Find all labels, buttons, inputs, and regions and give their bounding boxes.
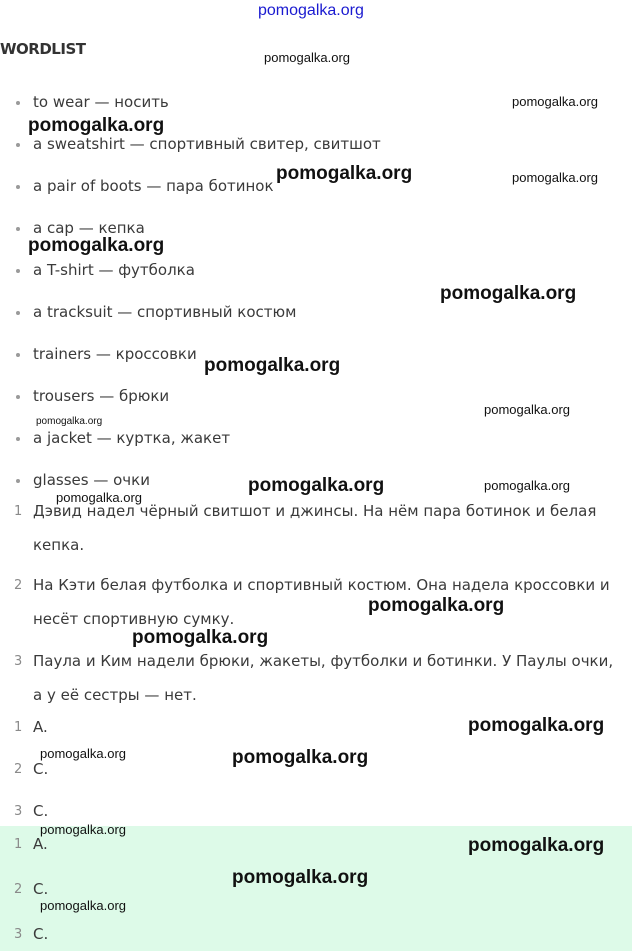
watermark: pomogalka.org	[368, 595, 505, 616]
wordlist-item: glasses — очки	[33, 471, 150, 489]
answer-value: A.	[33, 718, 48, 736]
bullet-icon	[16, 143, 20, 147]
watermark-top: pomogalka.org	[258, 2, 364, 19]
paragraph-number: 1	[14, 504, 23, 519]
watermark: pomogalka.org	[512, 170, 598, 185]
bullet-icon	[16, 101, 20, 105]
bullet-icon	[16, 227, 20, 231]
answer-number: 2	[14, 882, 23, 897]
answer-value: C.	[33, 760, 49, 778]
bullet-icon	[16, 269, 20, 273]
wordlist-item: trainers — кроссовки	[33, 345, 197, 363]
wordlist-item: a jacket — куртка, жакет	[33, 429, 231, 447]
wordlist-item: a T-shirt — футболка	[33, 261, 195, 279]
translation-paragraph: Дэвид надел чёрный свитшот и джинсы. На нём пара ботинок и белая кепка.	[33, 502, 597, 554]
watermark: pomogalka.org	[40, 898, 126, 913]
wordlist-item: a tracksuit — спортивный костюм	[33, 303, 297, 321]
watermark: pomogalka.org	[484, 402, 570, 417]
watermark: pomogalka.org	[56, 490, 142, 505]
answer-value: C.	[33, 880, 49, 898]
answer-value: C.	[33, 802, 49, 820]
watermark: pomogalka.org	[40, 746, 126, 761]
answer-number: 1	[14, 720, 23, 735]
watermark: pomogalka.org	[204, 355, 341, 376]
watermark: pomogalka.org	[468, 715, 605, 736]
watermark: pomogalka.org	[28, 115, 165, 136]
watermark: pomogalka.org	[132, 627, 269, 648]
translation-paragraph: Паула и Ким надели брюки, жакеты, футболки и ботинки. У Паулы очки, а у её сестры — нет.	[33, 652, 614, 704]
answer-number: 1	[14, 837, 23, 852]
translation-paragraph: На Кэти белая футболка и спортивный костюм. Она надела кроссовки и несёт спортивную сумку.	[33, 576, 610, 628]
watermark: pomogalka.org	[440, 283, 577, 304]
wordlist-item: a pair of boots — пара ботинок	[33, 177, 274, 195]
bullet-icon	[16, 311, 20, 315]
bullet-icon	[16, 395, 20, 399]
watermark: pomogalka.org	[232, 747, 369, 768]
watermark: pomogalka.org	[468, 835, 605, 856]
watermark: pomogalka.org	[248, 475, 385, 496]
watermark: pomogalka.org	[512, 94, 598, 109]
watermark: pomogalka.org	[40, 822, 126, 837]
wordlist-item: to wear — носить	[33, 93, 169, 111]
answer-number: 3	[14, 927, 23, 942]
wordlist-heading: WORDLIST	[0, 40, 86, 58]
watermark: pomogalka.org	[232, 867, 369, 888]
bullet-icon	[16, 353, 20, 357]
watermark: pomogalka.org	[28, 235, 165, 256]
watermark: pomogalka.org	[484, 478, 570, 493]
wordlist-item: a cap — кепка	[33, 219, 145, 237]
wordlist-item: a sweatshirt — спортивный свитер, свитшот	[33, 135, 381, 153]
bullet-icon	[16, 437, 20, 441]
bullet-icon	[16, 185, 20, 189]
watermark: pomogalka.org	[264, 50, 350, 65]
watermark: pomogalka.org	[36, 416, 103, 427]
paragraph-number: 2	[14, 578, 23, 593]
answer-value: A.	[33, 835, 48, 853]
bullet-icon	[16, 479, 20, 483]
answer-value: C.	[33, 925, 49, 943]
wordlist-item: trousers — брюки	[33, 387, 170, 405]
watermark: pomogalka.org	[276, 163, 413, 184]
answer-number: 2	[14, 762, 23, 777]
answer-number: 3	[14, 804, 23, 819]
paragraph-number: 3	[14, 654, 23, 669]
